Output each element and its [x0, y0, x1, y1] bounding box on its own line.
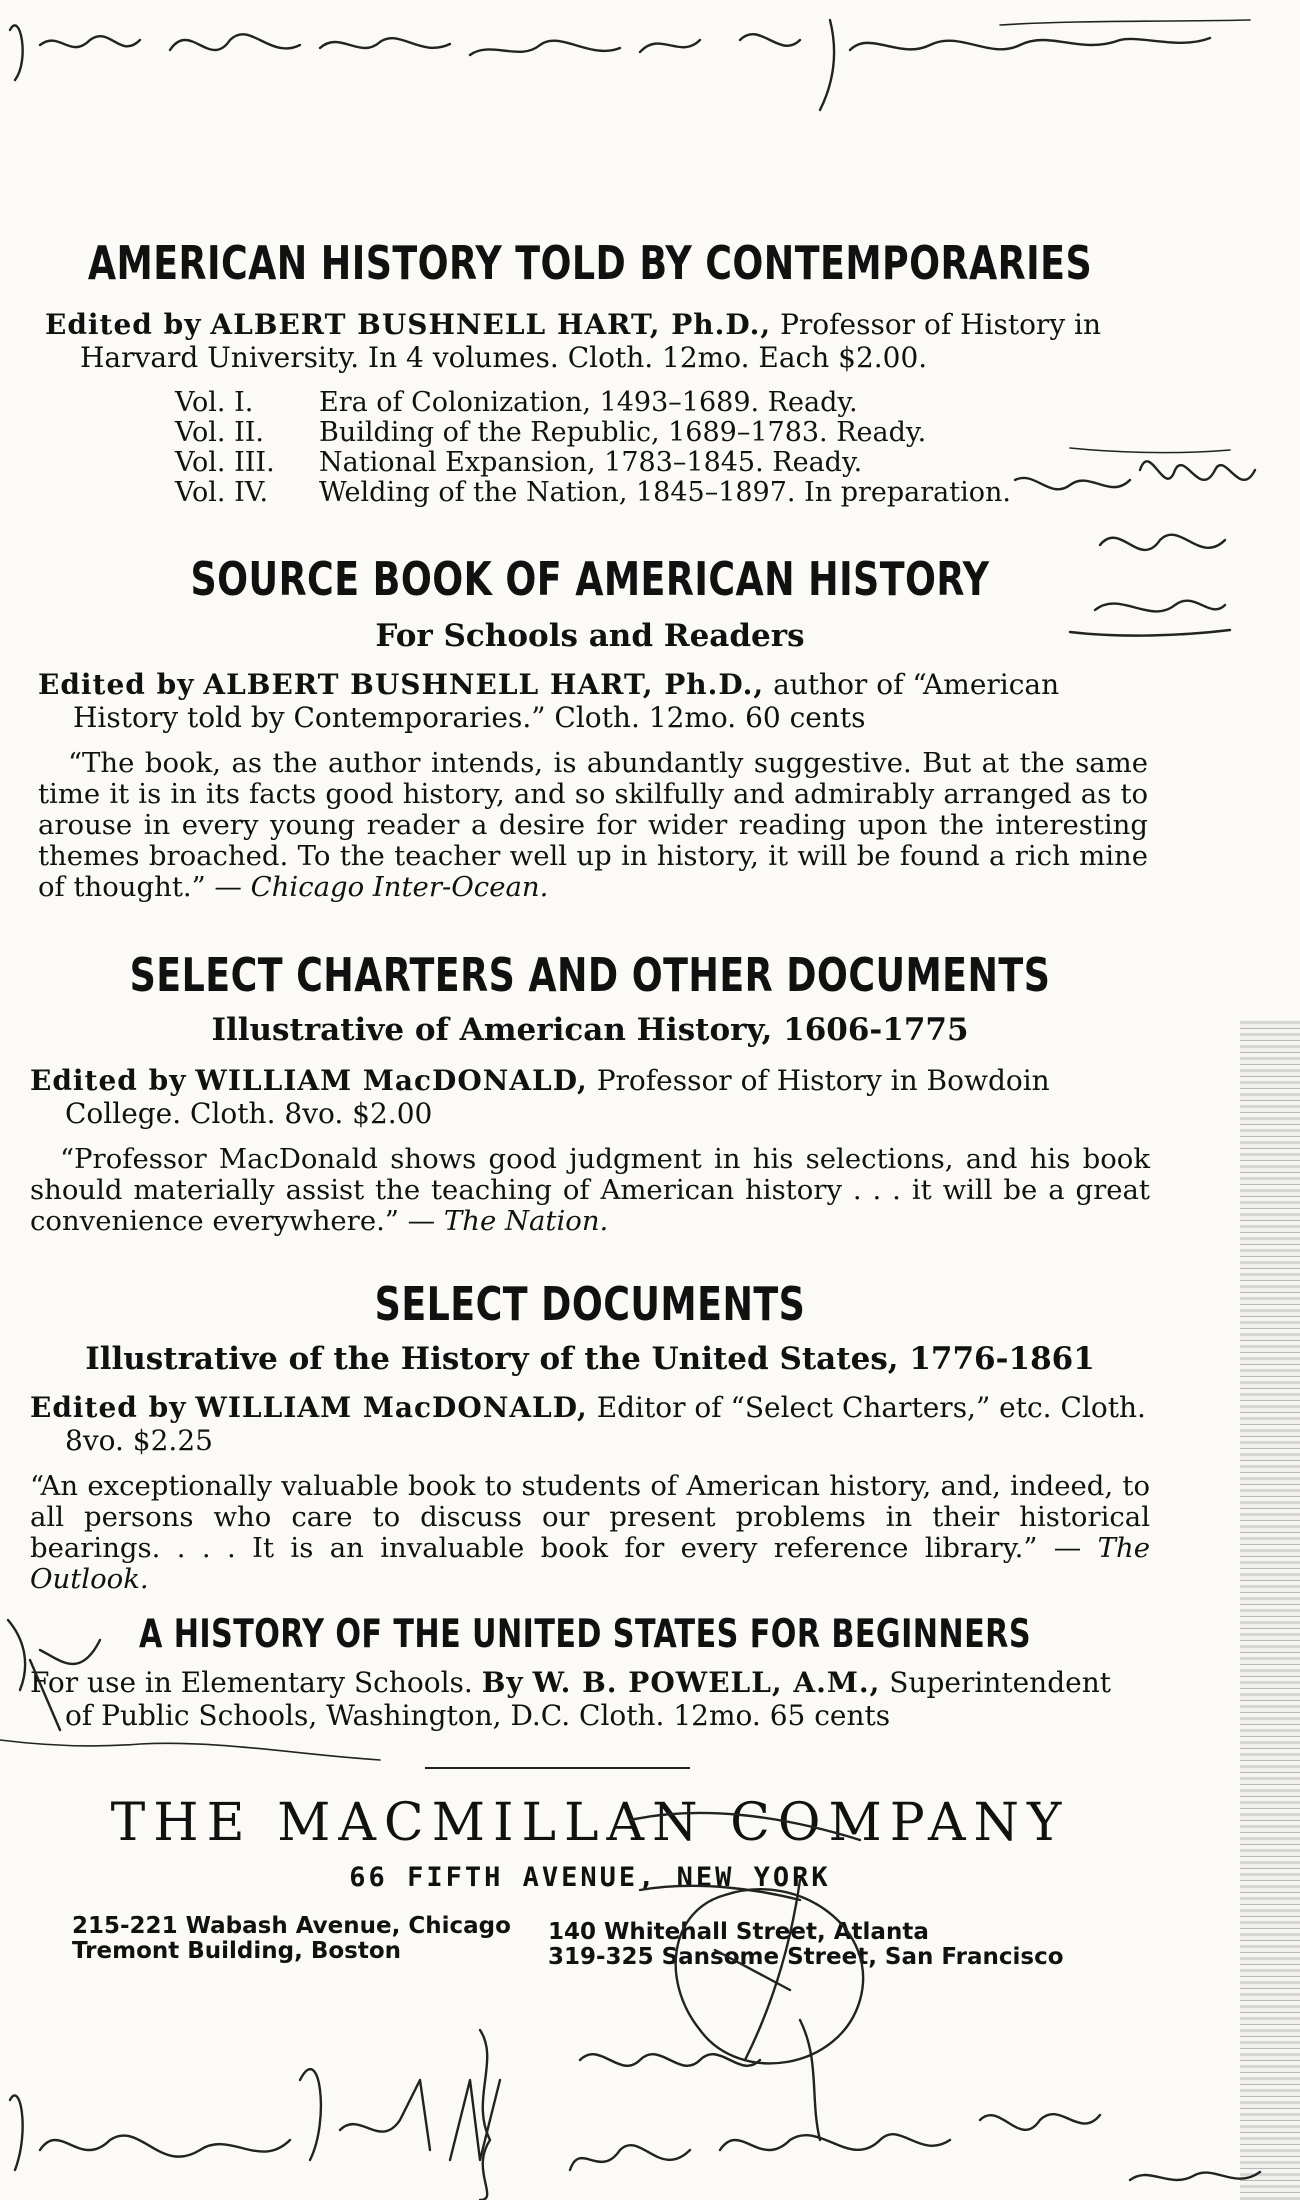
- publisher-address: 66 FIFTH AVENUE, NEW YORK: [349, 1862, 831, 1893]
- book-description: Editor of “Select Charters,” etc. Cloth. 8vo. $2.25: [65, 1391, 1146, 1457]
- editor-name: ALBERT BUSHNELL HART, Ph.D.,: [203, 668, 765, 701]
- book-description: Professor of History in Harvard University. In 4 volumes. Cloth. 12mo. Each $2.00.: [80, 308, 1102, 374]
- edited-by-line: Edited by ALBERT BUSHNELL HART, Ph.D., author of “American History told by Contemporaries.” Cloth. 12mo. 60 cents: [38, 668, 1060, 734]
- section-title: AMERICAN HISTORY TOLD BY CONTEMPORARIES: [87, 236, 1093, 290]
- section-source-book: [0, 552, 1300, 903]
- volume-row: Vol. IV. Welding of the Nation, 1845–1897. In preparation.: [175, 477, 1011, 508]
- edited-by-line: Edited by WILLIAM MacDONALD, Professor of History in Bowdoin College. Cloth. 8vo. $2.00: [30, 1064, 1050, 1130]
- review-source: The Nation.: [443, 1205, 609, 1237]
- divider-rule: [425, 1767, 690, 1769]
- review-quote: “Professor MacDonald shows good judgment in his selections, and his book should materially assist the teaching of American history . . . it will be a great convenience everywhere.” — The Nation.: [30, 1143, 1150, 1237]
- branch-addresses-left: [72, 1914, 511, 1964]
- review-source: The Outlook.: [30, 1532, 1150, 1595]
- volume-row: Vol. III. National Expansion, 1783–1845. Ready.: [175, 447, 863, 478]
- branch-addresses-right: [548, 1920, 1064, 1970]
- publisher-name: THE MACMILLAN COMPANY: [110, 1793, 1070, 1853]
- section-title: A HISTORY OF THE UNITED STATES FOR BEGINNERS: [138, 1612, 1031, 1657]
- section-select-documents: [0, 1277, 1300, 1595]
- book-description: author of “American History told by Contemporaries.” Cloth. 12mo. 60 cents: [73, 668, 1060, 734]
- section-title: SELECT CHARTERS AND OTHER DOCUMENTS: [129, 948, 1051, 1002]
- section-subtitle: Illustrative of American History, 1606-1775: [211, 1012, 969, 1048]
- section-subtitle: Illustrative of the History of the United States, 1776-1861: [85, 1341, 1095, 1377]
- section-select-charters: [0, 948, 1300, 1237]
- author-line: For use in Elementary Schools. By W. B. POWELL, A.M., Superintendent of Public Schools, Washington, D.C. Cloth. 12mo. 65 cents: [30, 1666, 1111, 1732]
- section-history-for-beginners: [0, 1612, 1300, 1732]
- review-quote: “The book, as the author intends, is abundantly suggestive. But at the same time it is in its facts good history, and so skilfully and admirably arranged as to arouse in every young reader a desire for wider reading upon the interesting themes broached. To the teacher well up in history, it will be found a rich mine of thought.” — Chicago Inter-Ocean.: [38, 747, 1148, 903]
- editor-name: ALBERT BUSHNELL HART, Ph.D.,: [210, 308, 772, 341]
- edited-by-line: Edited by WILLIAM MacDONALD, Editor of “Select Charters,” etc. Cloth. 8vo. $2.25: [30, 1391, 1146, 1457]
- section-american-history-contemporaries: [0, 236, 1300, 508]
- section-subtitle: For Schools and Readers: [375, 618, 805, 654]
- scan-edge-shadow: [1240, 1020, 1300, 2200]
- volume-row: Vol. I. Era of Colonization, 1493–1689. Ready.: [175, 387, 858, 418]
- edited-by-line: Edited by ALBERT BUSHNELL HART, Ph.D., Professor of History in Harvard University. In 4 volumes. Cloth. 12mo. Each $2.00.: [45, 308, 1102, 374]
- section-title: SOURCE BOOK OF AMERICAN HISTORY: [190, 552, 990, 606]
- branch-san-francisco: 319-325 Sansome Street, San Francisco: [548, 1944, 1064, 1970]
- volume-list: [175, 388, 1011, 508]
- branch-atlanta: 140 Whitehall Street, Atlanta: [548, 1919, 929, 1945]
- section-title: SELECT DOCUMENTS: [374, 1277, 806, 1331]
- branch-chicago: 215-221 Wabash Avenue, Chicago: [72, 1913, 511, 1939]
- review-source: Chicago Inter-Ocean.: [250, 871, 549, 903]
- author-name: W. B. POWELL, A.M.,: [532, 1666, 881, 1699]
- branch-boston: Tremont Building, Boston: [72, 1938, 402, 1964]
- editor-name: WILLIAM MacDONALD,: [195, 1391, 588, 1424]
- review-quote: “An exceptionally valuable book to students of American history, and, indeed, to all persons who care to discuss our present problems in their historical bearings. . . . It is an invaluable book for every reference library.” — The Outlook.: [30, 1470, 1150, 1595]
- volume-row: Vol. II. Building of the Republic, 1689–1783. Ready.: [175, 417, 927, 448]
- editor-name: WILLIAM MacDONALD,: [195, 1064, 588, 1097]
- book-description: Superintendent of Public Schools, Washington, D.C. Cloth. 12mo. 65 cents: [65, 1666, 1111, 1732]
- book-description: Professor of History in Bowdoin College. Cloth. 8vo. $2.00: [65, 1064, 1050, 1130]
